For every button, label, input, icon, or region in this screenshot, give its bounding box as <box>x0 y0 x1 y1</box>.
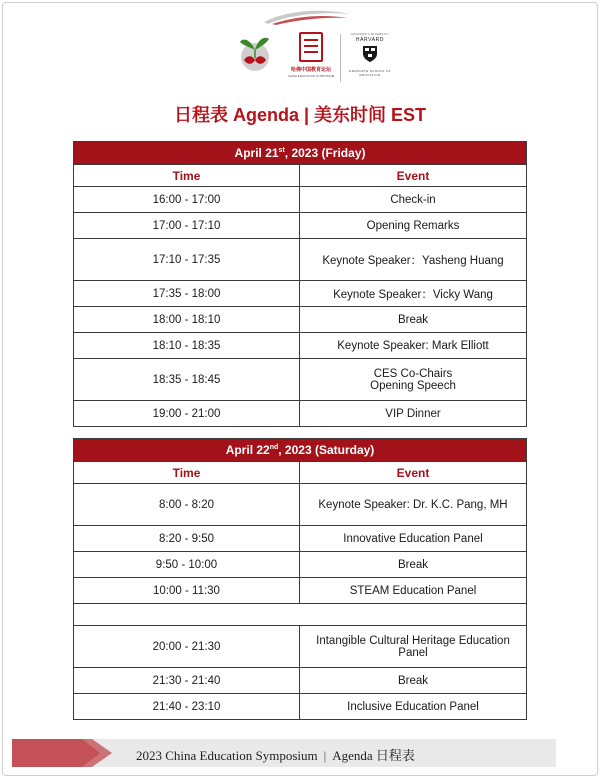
footer-agenda: Agenda 日程表 <box>332 748 415 763</box>
time-cell: 20:00 - 21:30 <box>74 626 300 668</box>
table-row <box>74 668 527 694</box>
schedule-table-day1 <box>73 141 527 427</box>
table-row <box>74 401 527 427</box>
harvard-shield-icon <box>362 45 378 63</box>
day2-event-header: Event <box>300 462 527 484</box>
day2-time-header: Time <box>74 462 300 484</box>
harvard-top-text: HARVARD UNIVERSITY <box>350 32 390 36</box>
table-row <box>74 484 527 526</box>
table-row <box>74 307 527 333</box>
time-cell: 16:00 - 17:00 <box>74 187 300 213</box>
time-cell: 18:00 - 18:10 <box>74 307 300 333</box>
seedling-logo-icon <box>232 30 278 76</box>
table-row <box>74 552 527 578</box>
table-row-empty <box>74 604 527 626</box>
day1-event-header: Event <box>300 165 527 187</box>
table-row <box>74 694 527 720</box>
harvard-gse-logo <box>344 32 396 77</box>
table-row <box>74 239 527 281</box>
footer-separator: | <box>323 748 327 763</box>
event-cell: Break <box>300 552 527 578</box>
harvard-gse-text: GRADUATE SCHOOL OF EDUCATION <box>348 69 392 77</box>
time-cell: 8:00 - 8:20 <box>74 484 300 526</box>
event-cell: Break <box>300 668 527 694</box>
footer-symposium: 2023 China Education Symposium <box>136 748 318 763</box>
time-cell: 17:10 - 17:35 <box>74 239 300 281</box>
ces-mark-icon <box>299 32 323 62</box>
event-cell: Innovative Education Panel <box>300 526 527 552</box>
event-cell: Intangible Cultural Heritage Education Panel <box>300 626 527 668</box>
time-cell: 17:00 - 17:10 <box>74 213 300 239</box>
time-cell: 17:35 - 18:00 <box>74 281 300 307</box>
time-cell: 9:50 - 10:00 <box>74 552 300 578</box>
event-cell: VIP Dinner <box>300 401 527 427</box>
swoosh-decoration <box>262 8 352 26</box>
day2-date-header: April 22nd, 2023 (Saturday) <box>74 439 527 462</box>
table-row <box>74 213 527 239</box>
event-cell: Keynote Speaker: Mark Elliott <box>300 333 527 359</box>
time-cell: 21:40 - 23:10 <box>74 694 300 720</box>
event-cell: STEAM Education Panel <box>300 578 527 604</box>
time-cell: 19:00 - 21:00 <box>74 401 300 427</box>
table-row <box>74 333 527 359</box>
table-row <box>74 578 527 604</box>
event-cell: Keynote Speaker: Dr. K.C. Pang, MH <box>300 484 527 526</box>
day1-time-header: Time <box>74 165 300 187</box>
empty-cell <box>74 604 527 626</box>
ces-english-name: CHINA EDUCATION SYMPOSIUM <box>287 74 335 78</box>
table-row <box>74 187 527 213</box>
footer-text <box>136 745 415 764</box>
table-row <box>74 281 527 307</box>
harvard-name: HARVARD <box>355 37 385 43</box>
logo-divider <box>340 34 341 82</box>
event-cell: Keynote Speaker：Yasheng Huang <box>300 239 527 281</box>
day1-date-header: April 21st, 2023 (Friday) <box>74 142 527 165</box>
table-row <box>74 626 527 668</box>
logo-group <box>226 30 396 88</box>
table-row <box>74 359 527 401</box>
time-cell: 21:30 - 21:40 <box>74 668 300 694</box>
event-cell: Keynote Speaker：Vicky Wang <box>300 281 527 307</box>
event-cell: Inclusive Education Panel <box>300 694 527 720</box>
page-title: 日程表 Agenda | 美东时间 EST <box>173 105 427 125</box>
event-cell: Check-in <box>300 187 527 213</box>
time-cell: 18:10 - 18:35 <box>74 333 300 359</box>
event-cell: Break <box>300 307 527 333</box>
schedule-table-day2 <box>73 438 527 720</box>
footer-arrow-icon <box>12 739 112 767</box>
table-row <box>74 526 527 552</box>
event-cell: Opening Remarks <box>300 213 527 239</box>
ces-chinese-name: 哈佛中国教育论坛 <box>290 67 331 73</box>
time-cell: 8:20 - 9:50 <box>74 526 300 552</box>
ces-logo <box>286 32 336 78</box>
event-cell: CES Co-Chairs Opening Speech <box>300 359 527 401</box>
time-cell: 18:35 - 18:45 <box>74 359 300 401</box>
time-cell: 10:00 - 11:30 <box>74 578 300 604</box>
